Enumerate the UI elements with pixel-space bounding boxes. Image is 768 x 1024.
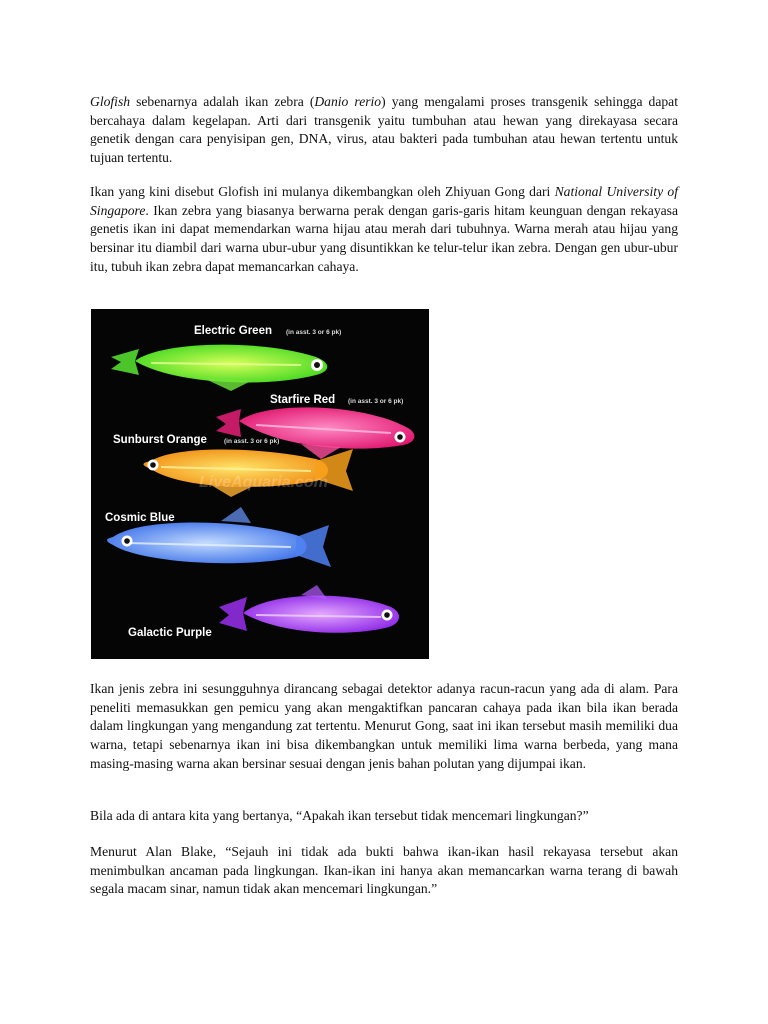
text-run: Ikan jenis zebra ini sesungguhnya dirancang sebagai detektor adanya racun-racun yang ada di alam. Para peneliti memasukkan gen pemicu yang akan mengaktifkan pancaran cahaya pada ikan bila ikan berada dalam lingkungan yang mengandung zat tertentu. Menurut Gong, saat ini ikan tersebut masih memiliki dua warna, tetapi sebenarnya ikan ini bisa dikembangkan untuk memiliki lima warna berbeda, yang mana masing-masing warna akan bersinar sesuai dengan jenis bahan polutan yang dijumpai ikan. bbox=[90, 681, 678, 771]
paragraph-4 bbox=[90, 807, 678, 826]
label-galactic-purple: Galactic Purple bbox=[128, 627, 212, 639]
label-starfire-red: Starfire Red bbox=[270, 394, 336, 406]
note-starfire-red: (in asst. 3 or 6 pk) bbox=[348, 398, 404, 405]
glofish-photo bbox=[91, 309, 429, 659]
note-electric-green: (in asst. 3 or 6 pk) bbox=[286, 329, 342, 336]
paragraph-5 bbox=[90, 843, 678, 899]
fish-galactic-purple bbox=[219, 585, 399, 633]
watermark: LiveAquaria.com bbox=[199, 474, 328, 491]
italic-text: Glofish bbox=[90, 94, 131, 109]
text-run: ) yang mengalami proses transgenik sehingga dapat bercahaya dalam kegelapan. Arti dari transgenik yaitu tumbuhan atau hewan yang direkayasa secara genetik dengan cara penyisipan gen, DNA, virus, atau bakteri pada tumbuhan atau hewan tertentu untuk tujuan tertentu. bbox=[90, 94, 678, 166]
text-run: Ikan yang kini disebut Glofish ini mulanya dikembangkan oleh Zhiyuan Gong dari bbox=[90, 184, 555, 199]
paragraph-1 bbox=[90, 93, 678, 168]
text-run: . Ikan zebra yang biasanya berwarna perak dengan garis-garis hitam keunguan dengan rekayasa genetis ikan ini dapat memendarkan warna hijau atau merah dari tubuhnya. Warna merah atau hijau yang bersinar itu diambil dari warna ubur-ubur yang disuntikkan ke telur-telur ikan zebra. Dengan gen ubur-ubur itu, tubuh ikan zebra dapat memancarkan cahaya. bbox=[90, 202, 678, 274]
label-cosmic-blue: Cosmic Blue bbox=[105, 512, 175, 524]
paragraph-3 bbox=[90, 680, 678, 774]
paragraph-2 bbox=[90, 183, 678, 277]
italic-text: National University of Singapore bbox=[90, 184, 678, 218]
text-run: Menurut Alan Blake, “Sejauh ini tidak ada bukti bahwa ikan-ikan hasil rekayasa tersebut akan menimbulkan ancaman pada lingkungan. Ikan-ikan ini hanya akan memancarkan warna terang di bawah segala macam sinar, namun tidak akan mencemari lingkungan.” bbox=[90, 844, 678, 897]
label-sunburst-orange: Sunburst Orange bbox=[113, 434, 207, 446]
note-sunburst-orange: (in asst. 3 or 6 pk) bbox=[224, 438, 280, 445]
text-run: sebenarnya adalah ikan zebra ( bbox=[130, 94, 315, 109]
italic-text: Danio rerio bbox=[314, 94, 382, 109]
label-electric-green: Electric Green bbox=[194, 325, 272, 337]
text-run: Bila ada di antara kita yang bertanya, “Apakah ikan tersebut tidak mencemari lingkungan?” bbox=[90, 808, 589, 823]
fish-electric-green bbox=[111, 345, 327, 391]
